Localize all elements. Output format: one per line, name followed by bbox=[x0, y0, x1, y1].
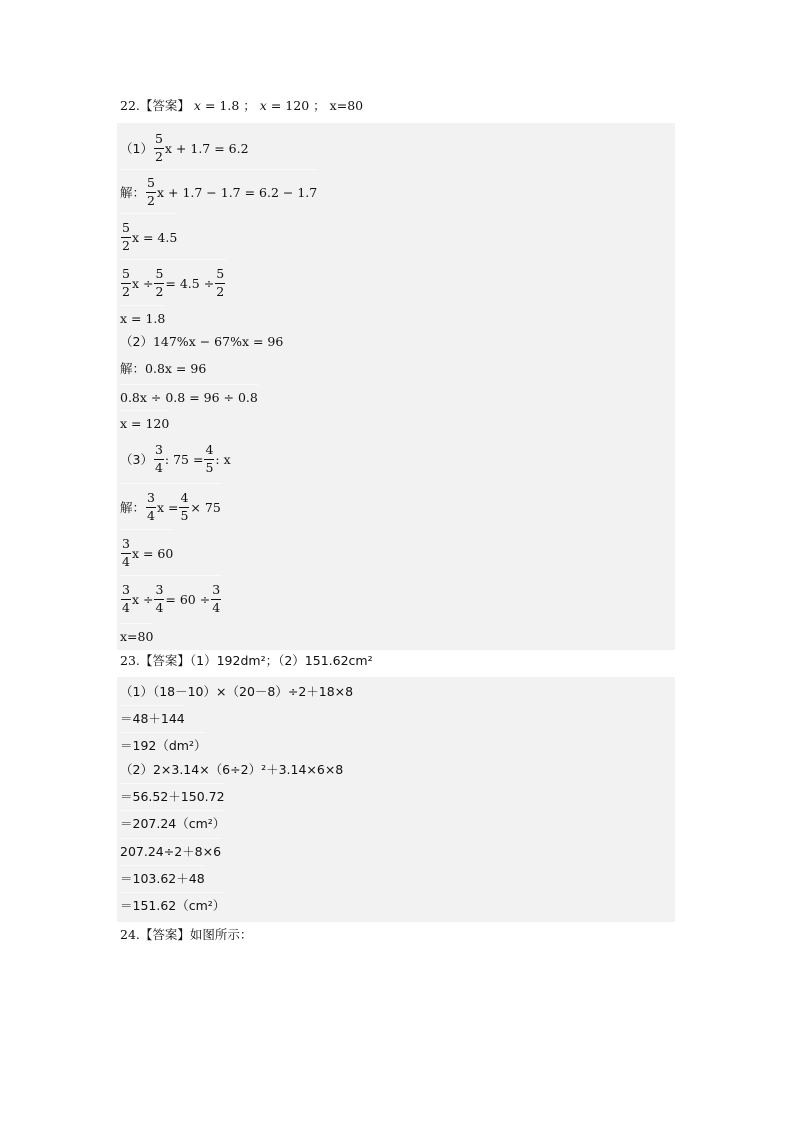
equation-text: x = 60 bbox=[131, 545, 174, 561]
equation-text: x + 1.7 − 1.7 = 6.2 − 1.7 bbox=[156, 184, 318, 200]
sub-label: （2） bbox=[120, 334, 153, 349]
equation-text: = 4.5 ÷ bbox=[165, 275, 215, 291]
solution-prefix: 解： bbox=[120, 185, 146, 200]
q22-s3-step1 bbox=[120, 483, 221, 530]
answer-separator: ； bbox=[243, 98, 256, 113]
q22-s2-equation bbox=[120, 329, 283, 353]
calc-text: ＝56.52＋150.72 bbox=[120, 789, 225, 804]
fraction bbox=[121, 222, 131, 252]
answer-text: 如图所示： bbox=[189, 927, 253, 942]
numerator: 5 bbox=[121, 268, 131, 284]
fraction bbox=[121, 538, 131, 568]
answer-value: 120 bbox=[285, 98, 310, 113]
calc-text: ＝192（dm²） bbox=[120, 738, 207, 753]
numerator: 4 bbox=[204, 444, 214, 460]
denominator: 4 bbox=[154, 459, 163, 475]
answer-tag: 【答案】 bbox=[139, 927, 190, 942]
fraction bbox=[211, 584, 221, 614]
denominator: 2 bbox=[154, 148, 163, 164]
equation-text: × 75 bbox=[190, 499, 221, 515]
numerator: 3 bbox=[211, 584, 221, 600]
fraction bbox=[121, 268, 131, 298]
q22-s3-step3 bbox=[120, 575, 222, 622]
equation-text: x = 4.5 bbox=[131, 229, 178, 245]
equation-text: = 60 ÷ bbox=[165, 591, 211, 607]
q22-s1-equation bbox=[120, 129, 249, 167]
denominator: 4 bbox=[212, 599, 221, 615]
numerator: 5 bbox=[146, 177, 156, 193]
q22-s2-step1 bbox=[120, 356, 206, 380]
q23-line bbox=[120, 838, 221, 863]
answer-text: （1）192dm²；（2）151.62cm² bbox=[189, 653, 373, 668]
q22-s1-step1 bbox=[120, 169, 317, 214]
answer-value: 80 bbox=[347, 98, 364, 113]
q22-s2-result bbox=[120, 410, 169, 435]
denominator: 5 bbox=[180, 507, 189, 523]
equation-text: x = bbox=[156, 499, 179, 515]
equation-text: x ÷ bbox=[131, 591, 154, 607]
answer-value: 1.8 bbox=[219, 98, 240, 113]
solution-prefix: 解： bbox=[120, 361, 146, 376]
answer-separator: ； bbox=[313, 98, 326, 113]
q22-s1-step2 bbox=[120, 213, 177, 260]
equation-text: 0.8x = 96 bbox=[145, 360, 207, 376]
q23-line bbox=[120, 679, 353, 703]
question-number: 24. bbox=[120, 927, 140, 942]
q22-s2-step2 bbox=[120, 384, 258, 409]
calc-text: （1）（18－10）×（20－8）÷2＋18×8 bbox=[120, 684, 354, 699]
answer-tag: 【答案】 bbox=[139, 653, 190, 668]
fraction bbox=[146, 177, 156, 207]
answer-var: x bbox=[329, 98, 337, 113]
numerator: 5 bbox=[215, 268, 225, 284]
q22-s1-step3 bbox=[120, 259, 226, 306]
equation-text: : x bbox=[215, 451, 231, 467]
calc-text: ＝48＋144 bbox=[120, 711, 185, 726]
q23-line bbox=[120, 865, 205, 890]
calc-text: （2）2×3.14×（6÷2）²＋3.14×6×8 bbox=[120, 762, 344, 777]
fraction bbox=[179, 492, 189, 522]
denominator: 2 bbox=[147, 192, 155, 208]
fraction bbox=[215, 268, 225, 298]
equation-text: x = 120 bbox=[120, 415, 170, 431]
q23-line bbox=[120, 757, 343, 781]
equation-text: x = 1.8 bbox=[120, 310, 166, 326]
numerator: 5 bbox=[121, 222, 131, 238]
fraction bbox=[154, 133, 164, 163]
equation-text: x ÷ bbox=[131, 275, 154, 291]
q22-s1-result bbox=[120, 305, 165, 330]
sub-label: （3） bbox=[120, 452, 153, 467]
answer-var: x bbox=[259, 98, 267, 113]
answer-tag: 【答案】 bbox=[139, 98, 190, 113]
denominator: 2 bbox=[122, 283, 130, 299]
equation-text: 0.8x ÷ 0.8 = 96 ÷ 0.8 bbox=[120, 389, 258, 405]
q23-line bbox=[120, 705, 185, 730]
calc-text: ＝207.24（cm²） bbox=[120, 816, 226, 831]
calc-text: ＝103.62＋48 bbox=[120, 871, 205, 886]
q23-line bbox=[120, 732, 206, 757]
fraction bbox=[204, 444, 214, 474]
sub-label: （1） bbox=[120, 141, 153, 156]
numerator: 3 bbox=[121, 538, 131, 554]
q23-line bbox=[120, 810, 225, 835]
calc-text: 207.24÷2＋8×6 bbox=[120, 844, 222, 859]
q23-heading bbox=[120, 651, 373, 669]
fraction bbox=[121, 584, 131, 614]
q24-heading bbox=[120, 925, 252, 943]
denominator: 2 bbox=[155, 283, 164, 299]
answer-eq: = bbox=[270, 98, 282, 113]
q22-s3-result bbox=[120, 623, 153, 648]
question-number: 22. bbox=[120, 98, 140, 113]
denominator: 4 bbox=[122, 553, 130, 569]
numerator: 3 bbox=[146, 492, 156, 508]
fraction bbox=[154, 444, 164, 474]
question-number: 23. bbox=[120, 653, 140, 668]
q22-s3-step2 bbox=[120, 529, 173, 576]
numerator: 4 bbox=[179, 492, 189, 508]
equation-text: x=80 bbox=[120, 628, 154, 644]
answer-eq: = bbox=[204, 98, 216, 113]
denominator: 2 bbox=[216, 283, 225, 299]
q22-s3-equation bbox=[120, 439, 231, 479]
denominator: 4 bbox=[155, 599, 164, 615]
denominator: 4 bbox=[147, 507, 155, 523]
q23-line bbox=[120, 892, 225, 917]
denominator: 4 bbox=[122, 599, 130, 615]
numerator: 3 bbox=[154, 444, 164, 460]
answer-var: x bbox=[193, 98, 201, 113]
numerator: 5 bbox=[154, 268, 164, 284]
denominator: 2 bbox=[122, 237, 130, 253]
numerator: 3 bbox=[154, 584, 164, 600]
fraction bbox=[154, 584, 164, 614]
q22-solution-block bbox=[117, 123, 675, 650]
equation-text: 147%x − 67%x = 96 bbox=[152, 333, 284, 349]
denominator: 5 bbox=[205, 459, 214, 475]
numerator: 3 bbox=[121, 584, 131, 600]
q22-heading bbox=[120, 96, 363, 114]
equation-text: : 75 = bbox=[164, 451, 204, 467]
equation-text: x + 1.7 = 6.2 bbox=[164, 140, 249, 156]
fraction bbox=[154, 268, 164, 298]
fraction bbox=[146, 492, 156, 522]
answer-eq: = bbox=[336, 98, 348, 113]
q23-solution-block bbox=[117, 677, 675, 922]
calc-text: ＝151.62（cm²） bbox=[120, 898, 226, 913]
solution-prefix: 解： bbox=[120, 500, 146, 515]
numerator: 5 bbox=[154, 133, 164, 149]
q23-line bbox=[120, 783, 225, 808]
